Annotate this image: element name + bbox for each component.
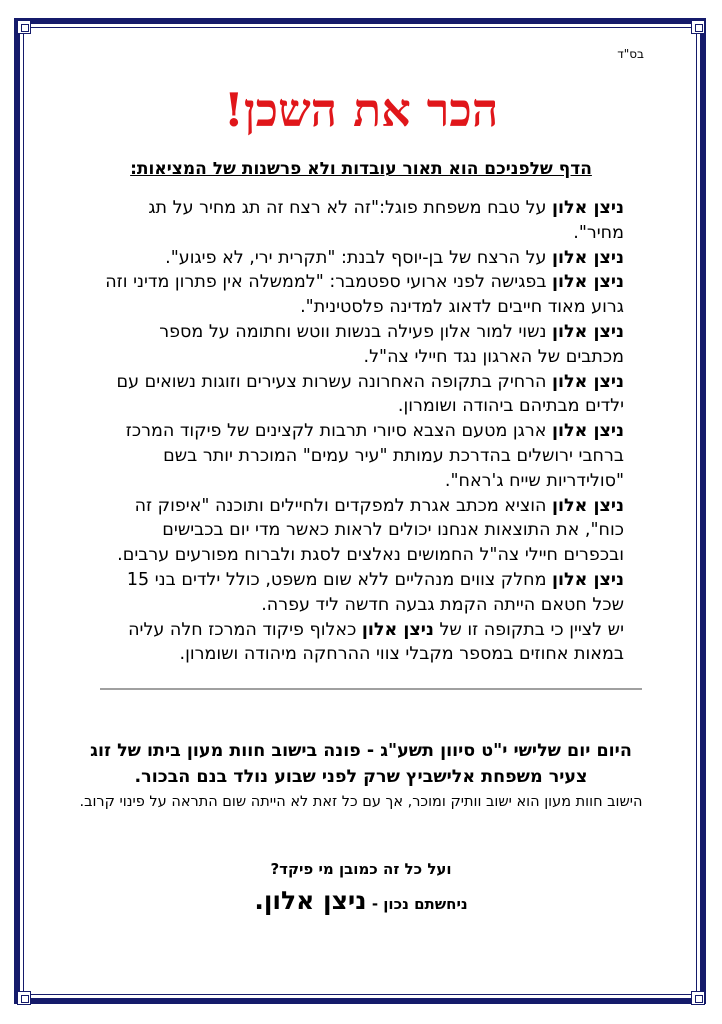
fact-item: ניצן אלון מחלק צווים מנהליים ללא שום משפט, כולל ילדים בני 15 שכל חטאם הייתה הקמת גבעה חדשה ליד עפרה.	[126, 569, 624, 615]
fact-subject-name: ניצן אלון	[552, 321, 624, 342]
eviction-announcement: היום יום שלישי י"ט סיוון תשע"ג - פונה בישוב חוות מעון ביתו של זוג צעיר משפחת אלישביץ שרק לפני שבוע נולד בנם הבכור.	[90, 741, 632, 787]
closing-answer-name: ניצן אלון	[263, 886, 367, 915]
eviction-note: הישוב חוות מעון הוא ישוב וותיק ומוכר, אך עם כל זאת לא הייתה שום התראה על פינוי קרוב.	[79, 794, 643, 810]
border-corner-ornament	[17, 991, 31, 1005]
fact-subject-name: ניצן אלון	[552, 569, 624, 590]
page-subtitle: הדף שלפניכם הוא תאור עובדות ולא פרשנות של המציאות:	[130, 159, 592, 179]
fact-item: ניצן אלון הוציא מכתב אגרת למפקדים ולחיילים ותוכנה "איפוק זה כוח", את התוצאות אנחנו יכולים לראות כאשר מדי יום בכבישים ובכפרים חיילי צה"ל החמושים נאלצים לסגת ולברוח מפורעים ערבים.	[117, 495, 624, 566]
fact-item: ניצן אלון הרחיק בתקופה האחרונה עשרות צעירים וזוגות נשואים עם ילדים מבתיהם ביהודה ושומרון.	[116, 371, 624, 417]
border-corner-ornament	[691, 991, 705, 1005]
page-title: הכר את השכן!	[223, 83, 499, 137]
fact-item: ניצן אלון על טבח משפחת פוגל:"זה לא רצח זה תג מחיר על תג מחיר".	[148, 198, 624, 243]
border-corner-ornament	[691, 20, 705, 34]
section-divider	[100, 688, 642, 690]
header-bsd: בס"ד	[617, 47, 644, 61]
fact-item: ניצן אלון על הרצח של בן-יוסף לבנת: "תקרית ירי, לא פיגוע".	[165, 247, 624, 268]
fact-item: יש לציין כי בתקופה זו של ניצן אלון כאלוף פיקוד המרכז חלה עליה במאות אחוזים במספר מקבלי צווי ההרחקה מיהודה ושומרון.	[128, 619, 624, 665]
facts-list	[100, 196, 624, 667]
closing-answer-suffix: .	[254, 886, 264, 915]
fact-item: ניצן אלון ארגן מטעם הצבא סיורי תרבות לקצינים של פיקוד המרכז ברחבי ירושלים בהדרכת עמותת "עיר עמים" המוכרת יותר בשם "סולידריות שייח ג'ראח".	[125, 421, 624, 491]
fact-subject-name: ניצן אלון	[361, 619, 434, 640]
fact-subject-name: ניצן אלון	[552, 198, 624, 218]
fact-subject-name: ניצן אלון	[552, 421, 624, 442]
closing-answer-prefix: ניחשתם נכון -	[366, 895, 468, 913]
closing-question: ועל כל זה כמובן מי פיקד?	[270, 860, 452, 878]
fact-item: ניצן אלון נשוי למור אלון פעילה בנשות ווטש וחתומה על מספר מכתבים של הארגון נגד חיילי צה"ל.	[159, 321, 624, 367]
fact-subject-name: ניצן אלון	[552, 272, 624, 293]
border-corner-ornament	[17, 20, 31, 34]
fact-subject-name: ניצן אלון	[552, 247, 624, 268]
closing-answer	[0, 886, 722, 919]
fact-subject-name: ניצן אלון	[552, 371, 624, 392]
fact-item: ניצן אלון בפגישה לפני ארועי ספטמבר: "לממשלה אין פתרון מדיני וזה גרוע מאוד חייבים לדאוג למדינה פלסטינית".	[105, 272, 624, 318]
fact-subject-name: ניצן אלון	[552, 495, 624, 516]
